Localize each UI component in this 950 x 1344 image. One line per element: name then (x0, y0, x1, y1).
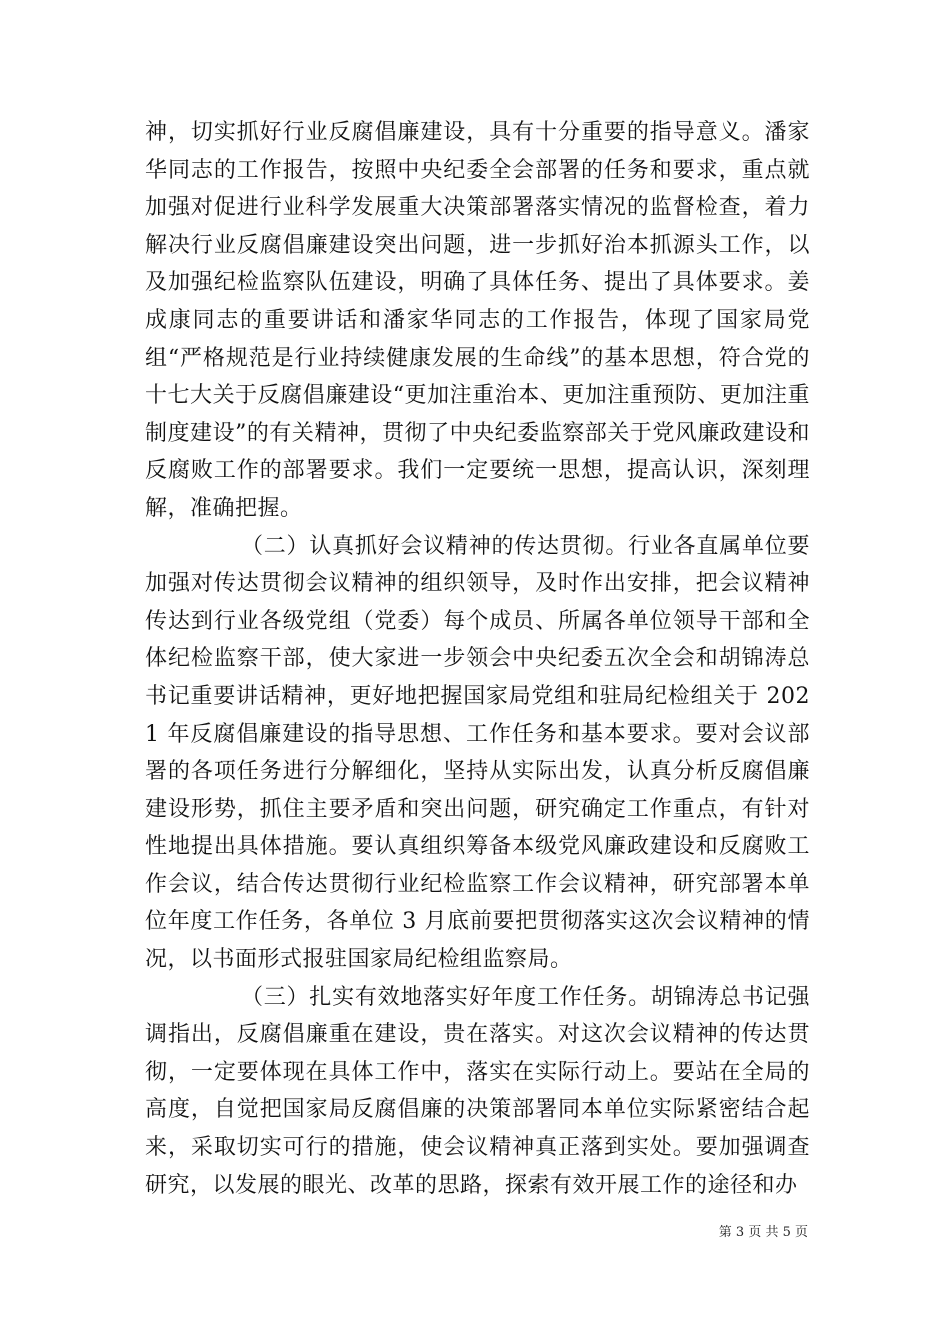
paragraph-section-2: （二）认真抓好会议精神的传达贯彻。行业各直属单位要加强对传达贯彻会议精神的组织领导，及时作出安排，把会议精神传达到行业各级党组（党委）每个成员、所属各单位领导干部和全体纪检监察干部，使大家进一步领会中央纪委五次全会和胡锦涛总书记重要讲话精神，更好地把握国家局党组和驻局纪检组关于 2021 年反腐倡廉建设的指导思想、工作任务和基本要求。要对会议部署的各项任务进行分解细化，坚持从实际出发，认真分析反腐倡廉建设形势，抓住主要矛盾和突出问题，研究确定工作重点，有针对性地提出具体措施。要认真组织筹备本级党风廉政建设和反腐败工作会议，结合传达贯彻行业纪检监察工作会议精神，研究部署本单位年度工作任务，各单位 3 月底前要把贯彻落实这次会议精神的情况，以书面形式报驻国家局纪检组监察局。 (145, 533, 810, 973)
paragraph-continuation: 神，切实抓好行业反腐倡廉建设，具有十分重要的指导意义。潘家华同志的工作报告，按照中央纪委全会部署的任务和要求，重点就加强对促进行业科学发展重大决策部署落实情况的监督检查，着力解决行业反腐倡廉建设突出问题，进一步抓好治本抓源头工作，以及加强纪检监察队伍建设，明确了具体任务、提出了具体要求。姜成康同志的重要讲话和潘家华同志的工作报告，体现了国家局党组“严格规范是行业持续健康发展的生命线”的基本思想，符合党的十七大关于反腐倡廉建设“更加注重治本、更加注重预防、更加注重制度建设”的有关精神，贯彻了中央纪委监察部关于党风廉政建设和反腐败工作的部署要求。我们一定要统一思想，提高认识，深刻理解，准确把握。 (145, 120, 810, 521)
page-number-footer: 第 3 页 共 5 页 (718, 1225, 808, 1240)
paragraph-section-3: （三）扎实有效地落实好年度工作任务。胡锦涛总书记强调指出，反腐倡廉重在建设，贵在落实。对这次会议精神的传达贯彻，一定要体现在具体工作中，落实在实际行动上。要站在全局的高度，自觉把国家局反腐倡廉的决策部署同本单位实际紧密结合起来，采取切实可行的措施，使会议精神真正落到实处。要加强调查研究，以发展的眼光、改革的思路，探索有效开展工作的途径和办 (145, 984, 810, 1198)
document-body (145, 114, 810, 1204)
